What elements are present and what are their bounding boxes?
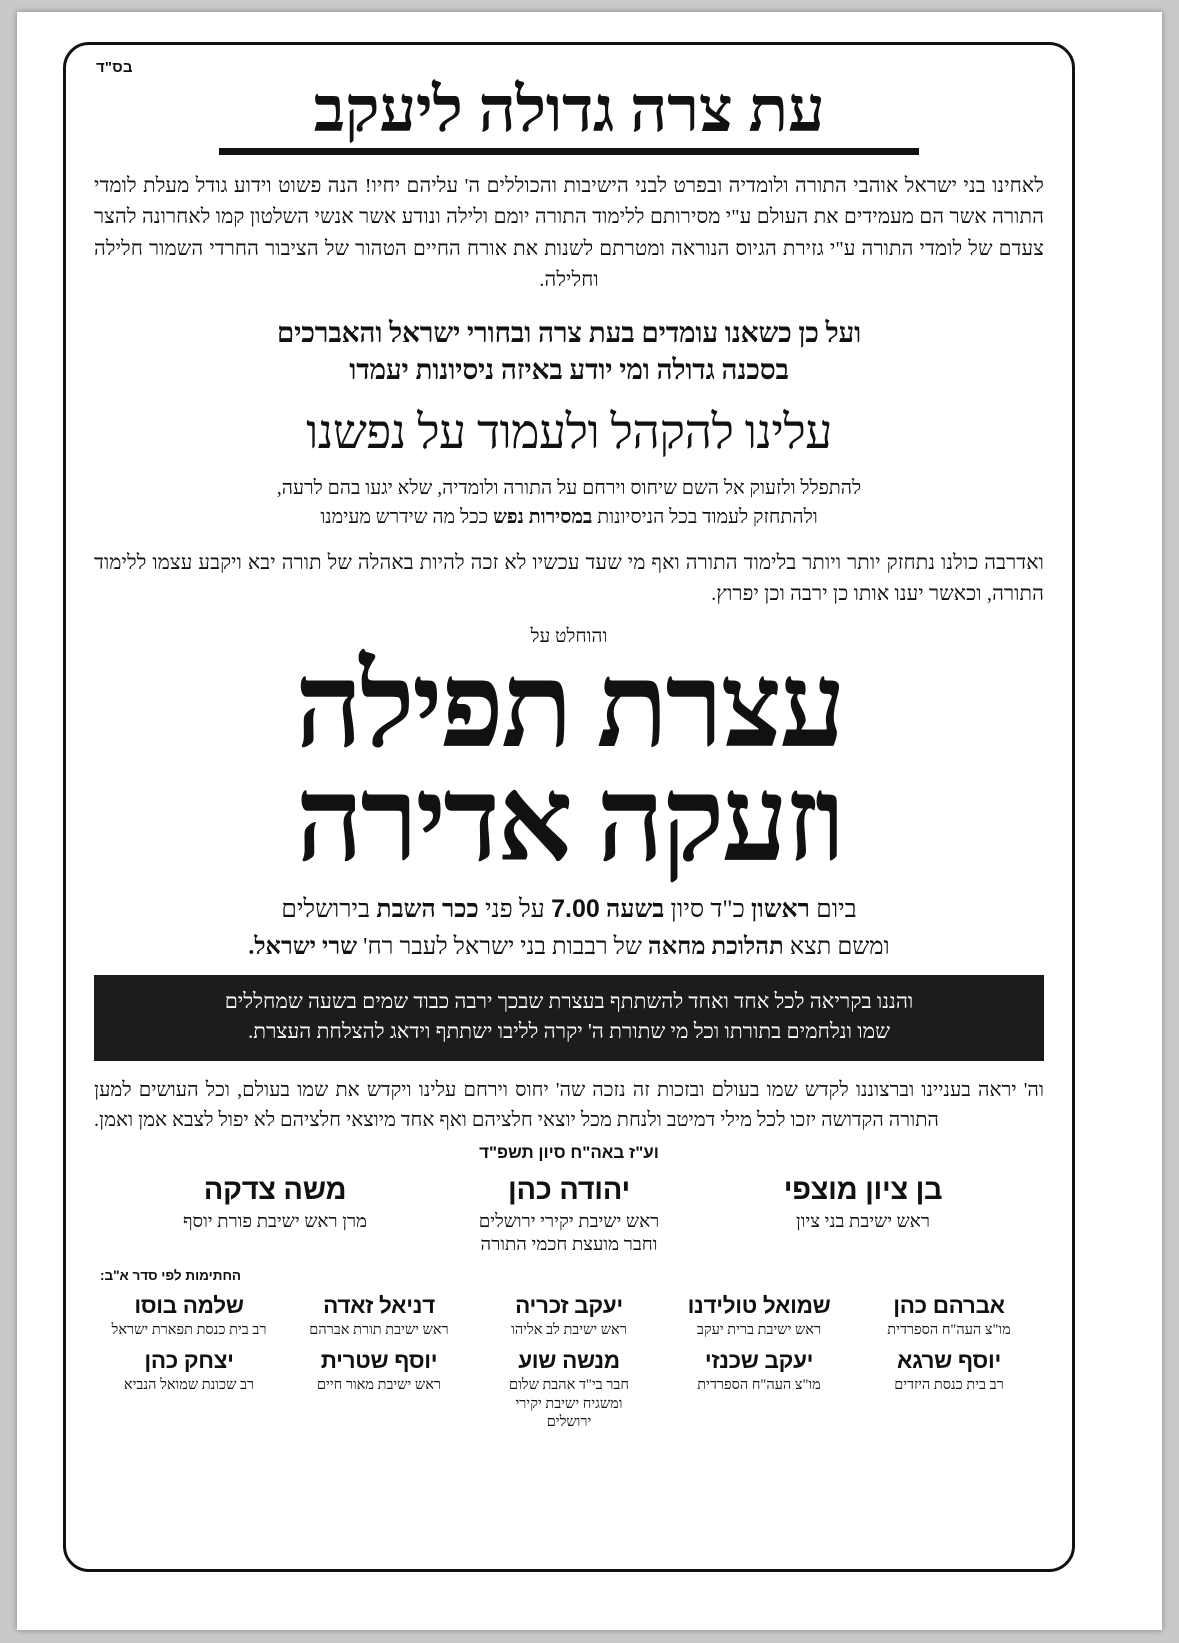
signatory-name: אברהם כהן [893,1292,1005,1318]
prayer-lines [94,474,1044,533]
call-headline: עלינו להקהל ולעמוד על נפשנו [306,405,832,459]
lead-signatory [716,1175,1010,1235]
event-date: כ"ד סיון [664,895,752,923]
signatory-cell [854,1348,1044,1431]
event-datetime-location [94,891,1044,928]
signatory-name: מנשה שוע [518,1348,620,1374]
signatory-cell [284,1348,474,1431]
banner-line-2: שמו ונלחמים בתורתו וכל מי שתורת ה' יקרה לליבו ישתתף וידאג להצלחת העצרת. [248,1018,890,1043]
intro-paragraph: לאחינו בני ישראל אוהבי התורה ולומדיה ובפרט לבני הישיבות והכוללים ה' עליהם יחיו! הנה פשוט וידוע גודל מעלת לומדי התורה אשר הם מעמידים את העולם ע"י מסירותם ללימוד התורה יומם ולילה ונודע אשר אנשי השלטון קמו לאחרונה להצר צעדם של לומדי התורה ע"י גזירת הגיוס הנוראה ומטרתם לשנות את אורח החיים הטהור של הציבור החרדי השמור חלילה וחלילה. [94,175,1044,291]
at-hour-label: בשעה [606,895,665,923]
prayer-line-2 [94,503,1044,532]
bsd-marker: בס"ד [96,59,133,76]
event-day: ראשון [751,895,810,923]
signatory-cell [664,1293,854,1339]
signatory-title: מו"צ העה"ח הספרדית [697,1377,821,1394]
signatory-name: יוסף שרגא [897,1348,1001,1374]
signatory-title: ראש ישיבת בני ציון [796,1211,930,1232]
title-underline-rule [219,148,919,155]
poster-page [17,12,1162,1630]
signatory-cell [664,1348,854,1431]
poster-content [94,59,1044,1431]
signatory-name: שלמה בוסו [134,1292,244,1318]
signatory-name: יצחק כהן [144,1348,234,1374]
event-city: בירושלים [281,895,377,923]
signatory-title: ראש ישיבת יקירי ירושלים וחבר מועצת חכמי התורה [478,1211,660,1256]
prayer-line-1: להתפלל ולזעוק אל השם שיחוס וירחם על התורה ולומדיה, שלא יגעו בהם לרעה, [276,477,862,499]
signatory-title: ראש ישיבת מאור חיים [316,1377,442,1394]
signatory-cell [94,1348,284,1431]
signatory-name: דניאל זאדה [323,1292,435,1318]
call-line-2: בסכנה גדולה ומי יודע באיזה ניסיונות יעמדו [349,354,789,386]
alphabetical-note: החתימות לפי סדר א"ב: [100,1267,242,1283]
march-mid: של רבבות בני ישראל לעבר רח' [357,934,648,961]
event-time: 7.00 [551,894,600,923]
signatory-name: יעקב זכריה [515,1292,623,1318]
signatory-cell [474,1293,664,1339]
signatory-title: מרן ראש ישיבת פורת יוסף [182,1211,368,1232]
invitation-banner [94,975,1044,1061]
signatory-cell [94,1293,284,1339]
signatory-name: יהודה כהן [508,1173,630,1206]
event-place: ככר השבת [376,895,479,923]
prayer-line-2-pre: ולהתחזק לעמוד בכל הניסיונות [592,506,818,528]
call-line-1: ועל כן כשאנו עומדים בעת צרה ובחורי ישראל והאברכים [276,317,862,349]
signatory-name: בן ציון מוצפי [783,1173,943,1206]
decision-lead: והוחלט על [530,626,608,648]
when-mid: על פני [478,895,552,923]
signatory-name: יוסף שטרית [320,1348,438,1374]
signatory-title: ראש ישיבת תורת אברהם [309,1322,449,1339]
signatory-title: רב בית כנסת היזדים [894,1377,1004,1394]
mesirut-nefesh-emphasis: במסירות נפש [493,506,593,528]
event-headline-line-2: וזעקה אדירה [295,754,843,886]
closing-paragraph: וה' יראה בעניינו וברצוננו לקדש שמו בעולם ובזכות זה נזכה שה' יחוס וירחם עלינו ויקדש את שמו בעולם, וכל העושים למען התורה הקדושה יזכו לכל מילי דמיטב ולנחת מכל יוצאי חלציהם ואף אחד מיוצאי חלציהם לא יפול לצבא אמן ואמן. [94,1078,1044,1131]
signatory-title: ראש ישיבת לב אליהו [511,1322,627,1339]
prayer-paragraph: ואדרבה כולנו נתחזק יותר ויותר בלימוד התורה ואף מי שעד עכשיו לא זכה להיות באהלה של תורה יבא ויקבע עצמו ללימוד התורה, וכאשר יענו אותו כן ירבה וכן יפרוץ. [94,552,1044,606]
lead-signatories [94,1175,1044,1258]
banner-line-1: והננו בקריאה לכל אחד ואחד להשתתף בעצרת שבכך ירבה כבוד שמים בשעה שמחללים [224,989,914,1014]
event-headline-line-1: עצרת תפילה [294,641,844,773]
prayer-line-2-post: ככל מה שידרש מעימנו [320,506,494,528]
lead-signatory [128,1175,422,1235]
poster-border-frame [63,42,1075,1572]
signatory-title: ראש ישיבת ברית יעקב [696,1322,822,1339]
signatory-name: שמואל טולידנו [687,1292,831,1318]
signatory-cell [474,1348,664,1431]
march-street: שרי ישראל. [248,934,358,961]
march-pre: ומשם תצא [783,934,890,961]
signatory-name: משה צדקה [203,1173,347,1206]
signatory-title: חבר בי"ד אהבת שלום ומשגיח ישיבת יקירי ירושלים [509,1377,629,1430]
signatory-cell [854,1293,1044,1339]
signatories-grid [94,1293,1044,1431]
lead-signatory [422,1175,716,1258]
march-info [94,934,1044,961]
march-label: תהלוכת מחאה [647,934,784,961]
call-to-action-block [94,316,1044,390]
when-prefix: ביום [809,895,857,923]
signatory-title: רב בית כנסת תפארת ישראל [111,1322,267,1339]
vaad-date-line: וע"ז באה"ח סיון תשפ"ד [479,1142,659,1162]
page-title: עת צרה גדולה ליעקב [313,75,825,145]
signatory-title: מו"צ העה"ח הספרדית [887,1322,1011,1339]
signatory-cell [284,1293,474,1339]
signatory-name: יעקב שכנזי [704,1348,814,1374]
signatory-title: רב שכונת שמואל הנביא [123,1377,255,1394]
event-headline [94,641,1044,886]
